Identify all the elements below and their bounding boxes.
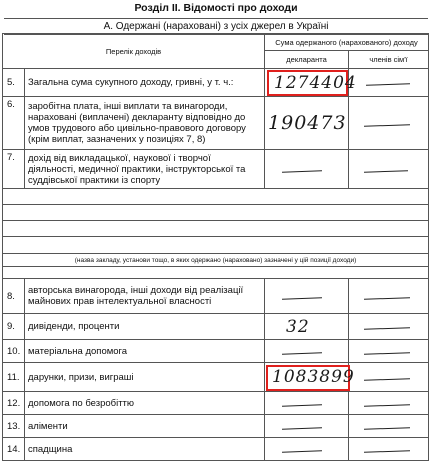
dash-mark xyxy=(366,83,410,86)
table-row xyxy=(3,314,429,340)
declarant-value-cell xyxy=(265,69,357,97)
dash-mark xyxy=(282,170,322,172)
table-row xyxy=(3,438,429,461)
row-number: 10. xyxy=(3,340,25,363)
declarant-value: 32 xyxy=(286,316,310,337)
amount-header: Сума одержаного (нарахованого) доходу xyxy=(265,34,429,51)
family-value-cell xyxy=(349,314,429,340)
header-row-1 xyxy=(3,34,429,51)
declarant-header: декларанта xyxy=(265,51,349,69)
row-number: 6. xyxy=(3,97,25,150)
declarant-value-cell xyxy=(265,415,349,438)
row-label: аліменти xyxy=(25,415,265,438)
table-row xyxy=(3,392,429,415)
family-value-cell xyxy=(349,363,429,392)
table-row xyxy=(3,69,429,97)
blank-line xyxy=(3,237,429,254)
dash-mark xyxy=(364,427,410,430)
blank-line xyxy=(3,267,429,279)
family-value-cell xyxy=(349,279,429,314)
declarant-value-cell xyxy=(265,438,349,461)
table-row xyxy=(3,97,429,150)
table-row xyxy=(3,279,429,314)
section-title: Розділ ІІ. Відомості про доходи xyxy=(134,2,298,14)
income-list-header: Перелік доходів xyxy=(3,34,265,69)
family-value-cell xyxy=(349,69,429,97)
declarant-value-cell xyxy=(265,97,349,150)
dash-mark xyxy=(282,427,322,429)
table-row xyxy=(3,415,429,438)
blank-line xyxy=(3,221,429,237)
row-label: дохід від викладацької, наукової і творчої діяльності, медичної практики, інструкторської та суддівської практики із спорту xyxy=(25,150,265,189)
declarant-value-cell xyxy=(265,392,349,415)
row-number: 11. xyxy=(3,363,25,392)
dash-mark xyxy=(364,378,410,381)
row-number: 13. xyxy=(3,415,25,438)
declarant-value-cell xyxy=(265,150,349,189)
row-number: 7. xyxy=(3,150,25,189)
declarant-value-cell xyxy=(265,314,349,340)
row-number: 9. xyxy=(3,314,25,340)
declarant-value-cell xyxy=(265,279,349,314)
family-value-cell xyxy=(349,438,429,461)
row-label: дивіденди, проценти xyxy=(25,314,265,340)
row-label: авторська винагорода, інші доходи від реалізації майнових прав інтелектуальної власності xyxy=(25,279,265,314)
dash-mark xyxy=(282,297,322,299)
row-number: 5. xyxy=(3,69,25,97)
family-value-cell xyxy=(349,415,429,438)
dash-mark xyxy=(282,450,322,452)
dash-mark xyxy=(364,327,410,330)
institution-note: (назва закладу, установи тощо, в яких одержано (нараховано) зазначені у цій позиції доходи) xyxy=(3,254,429,267)
dash-mark xyxy=(364,297,410,300)
row-label: допомога по безробіттю xyxy=(25,392,265,415)
declarant-value: 190473 xyxy=(268,112,347,134)
dash-mark xyxy=(364,170,408,173)
declarant-value: 1274404 xyxy=(274,72,357,93)
table-row xyxy=(3,363,429,392)
row-label: спадщина xyxy=(25,438,265,461)
blank-line xyxy=(3,189,429,205)
dash-mark xyxy=(364,450,410,453)
family-value-cell xyxy=(349,392,429,415)
income-table xyxy=(2,33,428,461)
dash-mark xyxy=(282,404,322,406)
dash-mark xyxy=(282,352,322,354)
dash-mark xyxy=(364,404,410,407)
row-label: матеріальна допомога xyxy=(25,340,265,363)
family-value-cell xyxy=(349,150,429,189)
declarant-value: 1083899 xyxy=(272,367,355,387)
family-header: членів сім'ї xyxy=(349,51,429,69)
dash-mark xyxy=(364,352,410,355)
subsection-title: А. Одержані (нараховані) з усіх джерел в Україні xyxy=(4,18,428,35)
row-number: 8. xyxy=(3,279,25,314)
table-row xyxy=(3,340,429,363)
row-label: заробітна плата, інші виплати та винагороди, нараховані (виплачені) декларанту відповідно до умов трудового або цивільно-правового договору (крім виплат, зазначених у позиціях 7, 8) xyxy=(25,97,265,150)
row-label: дарунки, призи, виграші xyxy=(25,363,265,392)
declarant-value-cell xyxy=(265,340,349,363)
dash-mark xyxy=(364,124,410,127)
row-number: 14. xyxy=(3,438,25,461)
row-label: Загальна сума сукупного доходу, гривні, у т. ч.: xyxy=(25,69,265,97)
table-row xyxy=(3,150,429,189)
blank-line xyxy=(3,205,429,221)
declarant-value-cell xyxy=(265,363,355,392)
family-value-cell xyxy=(349,97,429,150)
family-value-cell xyxy=(349,340,429,363)
note-row xyxy=(3,254,429,267)
row-number: 12. xyxy=(3,392,25,415)
